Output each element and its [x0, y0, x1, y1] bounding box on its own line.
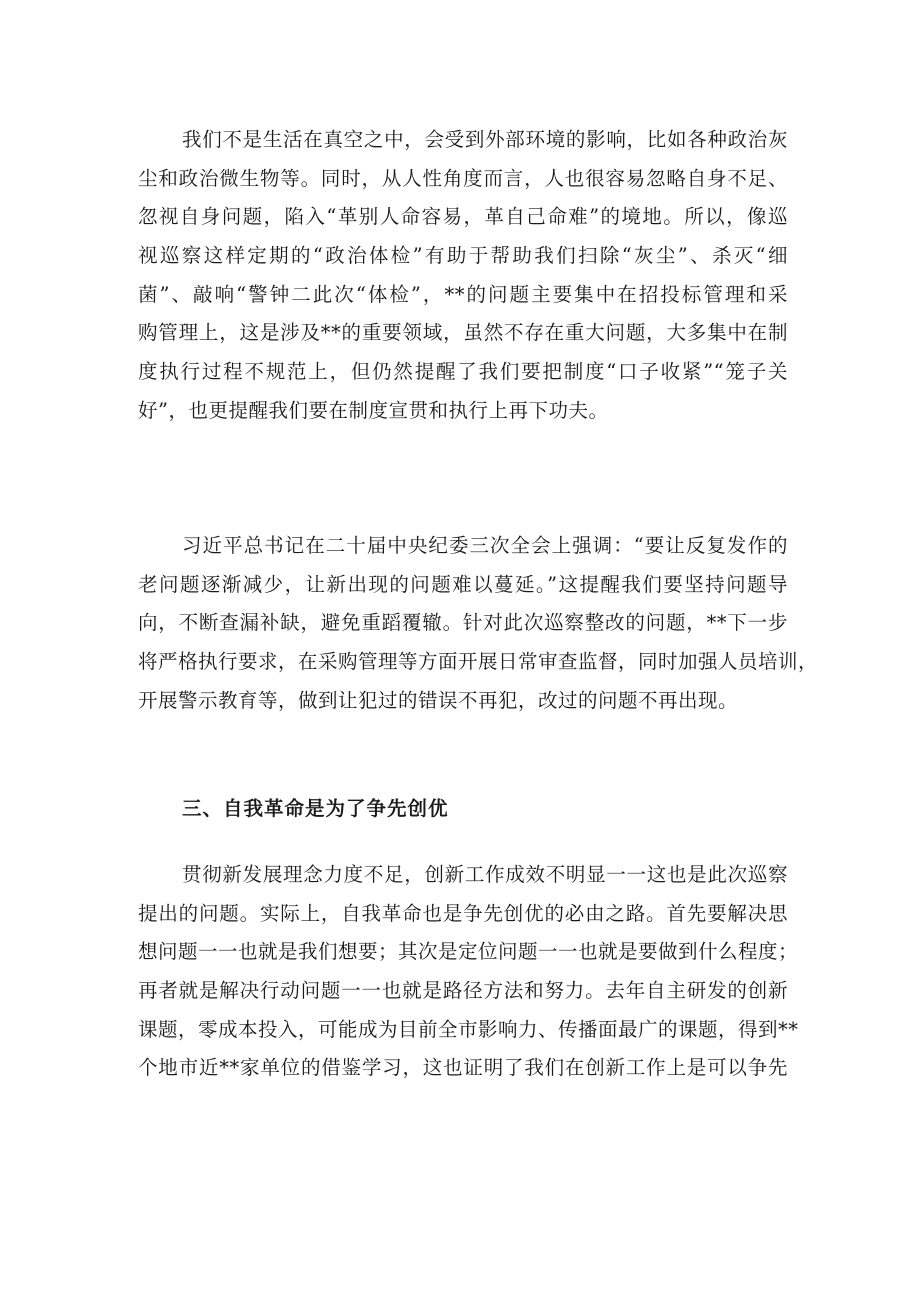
paragraph-2 — [138, 527, 819, 720]
paragraph-line: 我们不是生活在真空之中，会受到外部环境的影响，比如各种政治灰 — [182, 128, 788, 151]
paragraph-line: 习近平总书记在二十届中央纪委三次全会上强调：“要让反复发作的 — [182, 534, 788, 557]
paragraph-line: 将严格执行要求，在采购管理等方面开展日常审查监督，同时加强人员培训， — [138, 650, 819, 674]
paragraph-line: 视巡察这样定期的“政治体检”有助于帮助我们扫除“灰尘”、杀灭“细 — [138, 244, 788, 268]
paragraph-line: 菌”、敲响“警钟二此次“体检”，**的问题主要集中在招投标管理和采 — [138, 282, 788, 306]
section-heading: 三、自我革命是为了争先创优 — [182, 797, 449, 820]
paragraph-line: 提出的问题。实际上，自我革命也是争先创优的必由之路。首先要解决思 — [138, 901, 788, 925]
paragraph-line: 再者就是解决行动问题一一也就是路径方法和努力。去年自主研发的创新 — [138, 979, 788, 1003]
paragraph-line: 购管理上，这是涉及**的重要领域，虽然不存在重大问题，大多集中在制 — [138, 321, 788, 345]
paragraph-line: 课题，零成本投入，可能成为目前全市影响力、传播面最广的课题，得到** — [138, 1017, 799, 1041]
paragraph-line: 想问题一一也就是我们想要；其次是定位问题一一也就是要做到什么程度； — [138, 940, 799, 964]
paragraph-line: 贯彻新发展理念力度不足，创新工作成效不明显一一这也是此次巡察 — [182, 863, 788, 886]
paragraph-line: 开展警示教育等，做到让犯过的错误不再犯，改过的问题不再出现。 — [138, 688, 739, 712]
paragraph-3 — [138, 856, 799, 1088]
paragraph-line: 好”，也更提醒我们要在制度宣贯和执行上再下功夫。 — [138, 398, 609, 422]
paragraph-line: 向，不断查漏补缺，避免重蹈覆辙。针对此次巡察整改的问题，**下一步 — [138, 611, 788, 635]
paragraph-line: 个地市近**家单位的借鉴学习，这也证明了我们在创新工作上是可以争先 — [138, 1056, 788, 1080]
paragraph-line: 老问题逐渐减少，让新出现的问题难以蔓延。”这提醒我们要坚持问题导 — [138, 572, 788, 596]
paragraph-1 — [138, 121, 788, 431]
paragraph-line: 度执行过程不规范上，但仍然提醒了我们要把制度“口子收紧”“笼子关 — [138, 360, 788, 384]
paragraph-line: 尘和政治微生物等。同时，从人性角度而言，人也很容易忽略自身不足、 — [138, 166, 788, 190]
paragraph-line: 忽视自身问题，陷入“革别人命容易，革自己命难”的境地。所以，像巡 — [138, 205, 788, 229]
